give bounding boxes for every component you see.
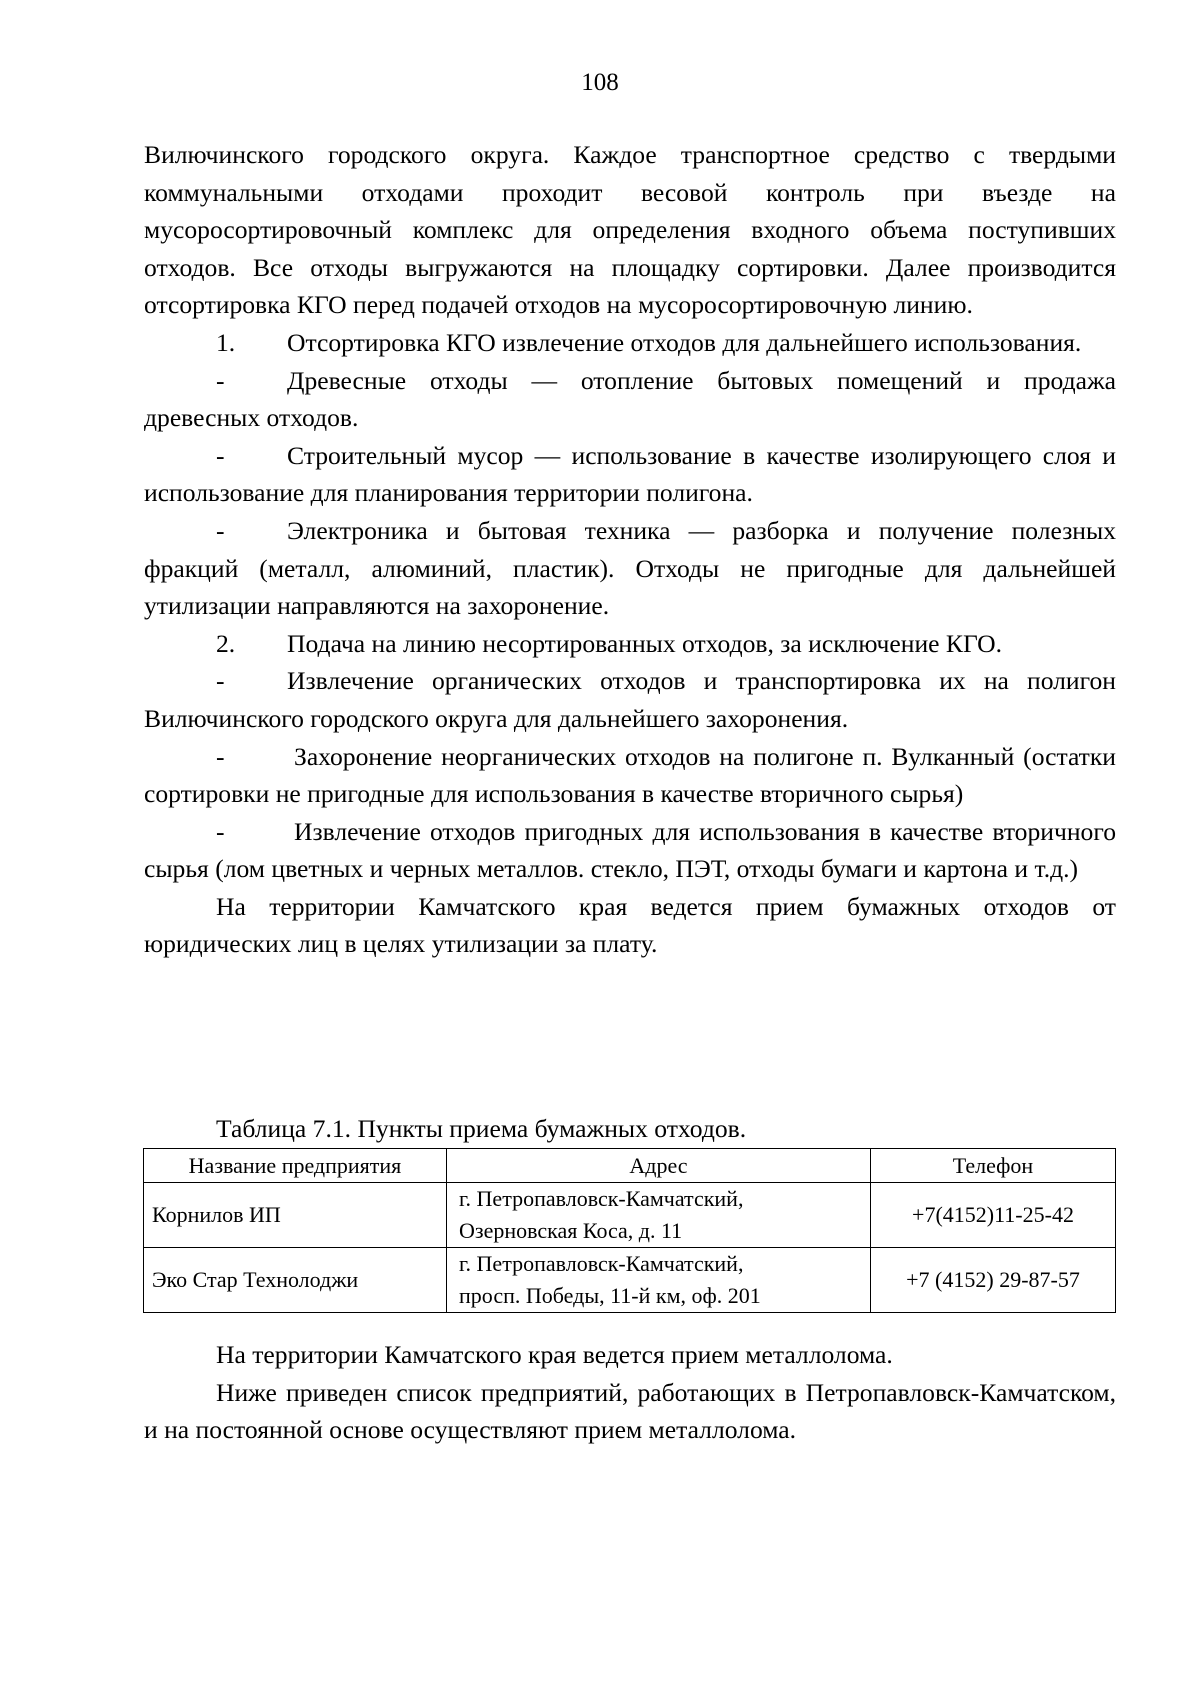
cell-phone: +7(4152)11-25-42	[871, 1183, 1116, 1248]
paragraph-paper-waste: На территории Камчатского края ведется прием бумажных отходов от юридических лиц в целях утилизации за плату.	[144, 891, 1116, 959]
list-item	[144, 512, 1116, 625]
paper-waste-table	[143, 1148, 1116, 1313]
table-header-row	[144, 1149, 1116, 1183]
column-header-address: Адрес	[447, 1149, 871, 1183]
list-item-text: Отсортировка КГО извлечение отходов для дальнейшего использования.	[287, 327, 1082, 357]
closing-section	[144, 1336, 1116, 1449]
column-header-name: Название предприятия	[144, 1149, 447, 1183]
list-marker: -	[216, 816, 225, 846]
table-caption: Таблица 7.1. Пункты приема бумажных отходов.	[216, 1114, 747, 1143]
cell-company-name: Корнилов ИП	[144, 1183, 447, 1248]
list-item	[144, 662, 1116, 737]
page-number: 108	[581, 69, 619, 96]
column-header-phone: Телефон	[871, 1149, 1116, 1183]
list-item	[144, 625, 1116, 663]
list-item	[144, 738, 1116, 813]
list-item	[144, 324, 1116, 362]
list-marker: -	[216, 666, 225, 696]
list-item	[144, 813, 1116, 888]
paragraph-scrap-list-intro: Ниже приведен список предприятий, работающих в Петропавловск-Камчатском, и на постоянной основе осуществляют прием металлолома.	[144, 1377, 1116, 1445]
list-item-text: Извлечение органических отходов и транспортировка их на полигон Вилючинского городского округа для дальнейшего захоронения.	[144, 666, 1116, 733]
list-item	[144, 437, 1116, 512]
address-line: Озерновская Коса, д. 11	[459, 1218, 683, 1243]
address-line: г. Петропавловск-Камчатский,	[459, 1186, 744, 1211]
list-marker: 1.	[216, 327, 236, 357]
address-line: просп. Победы, 11-й км, оф. 201	[459, 1283, 761, 1308]
table-row	[144, 1248, 1116, 1313]
paragraph-intro: Вилючинского городского округа. Каждое транспортное средство с твердыми коммунальными отходами проходит весовой контроль при въезде на мусоросортировочный комплекс для определения входного объема поступивших отходов. Все отходы выгружаются на площадку сортировки. Далее производится отсортировка КГО перед подачей отходов на мусоросортировочную линию.	[144, 140, 1116, 320]
list-marker: -	[216, 440, 225, 470]
list-item-text: Древесные отходы — отопление бытовых помещений и продажа древесных отходов.	[144, 365, 1116, 433]
cell-address	[447, 1183, 871, 1248]
list-marker: 2.	[216, 628, 236, 658]
list-item	[144, 362, 1116, 437]
list-marker: -	[216, 515, 225, 545]
list-marker: -	[216, 741, 225, 771]
paragraph-scrap-metal: На территории Камчатского края ведется прием металлолома.	[216, 1340, 893, 1369]
cell-address	[447, 1248, 871, 1313]
cell-company-name: Эко Стар Технолоджи	[144, 1248, 447, 1313]
list-item-text: Строительный мусор — использование в качестве изолирующего слоя и использование для планирования территории полигона.	[144, 440, 1116, 508]
list-item-text: Захоронение неорганических отходов на полигоне п. Вулканный (остатки сортировки не пригодные для использования в качестве вторичного сырья)	[144, 741, 1116, 809]
cell-phone: +7 (4152) 29-87-57	[871, 1248, 1116, 1313]
address-line: г. Петропавловск-Камчатский,	[459, 1251, 744, 1276]
list-marker: -	[216, 365, 225, 395]
list-item-text: Подача на линию несортированных отходов, за исключение КГО.	[287, 628, 1003, 658]
document-body	[144, 136, 1116, 963]
table-row	[144, 1183, 1116, 1248]
list-item-text: Извлечение отходов пригодных для использования в качестве вторичного сырья (лом цветных и черных металлов. стекло, ПЭТ, отходы бумаги и картона и т.д.)	[144, 816, 1116, 884]
list-item-text: Электроника и бытовая техника — разборка и получение полезных фракций (металл, алюминий, пластик). Отходы не пригодные для дальнейшей утилизации направляются на захоронение.	[144, 515, 1116, 621]
